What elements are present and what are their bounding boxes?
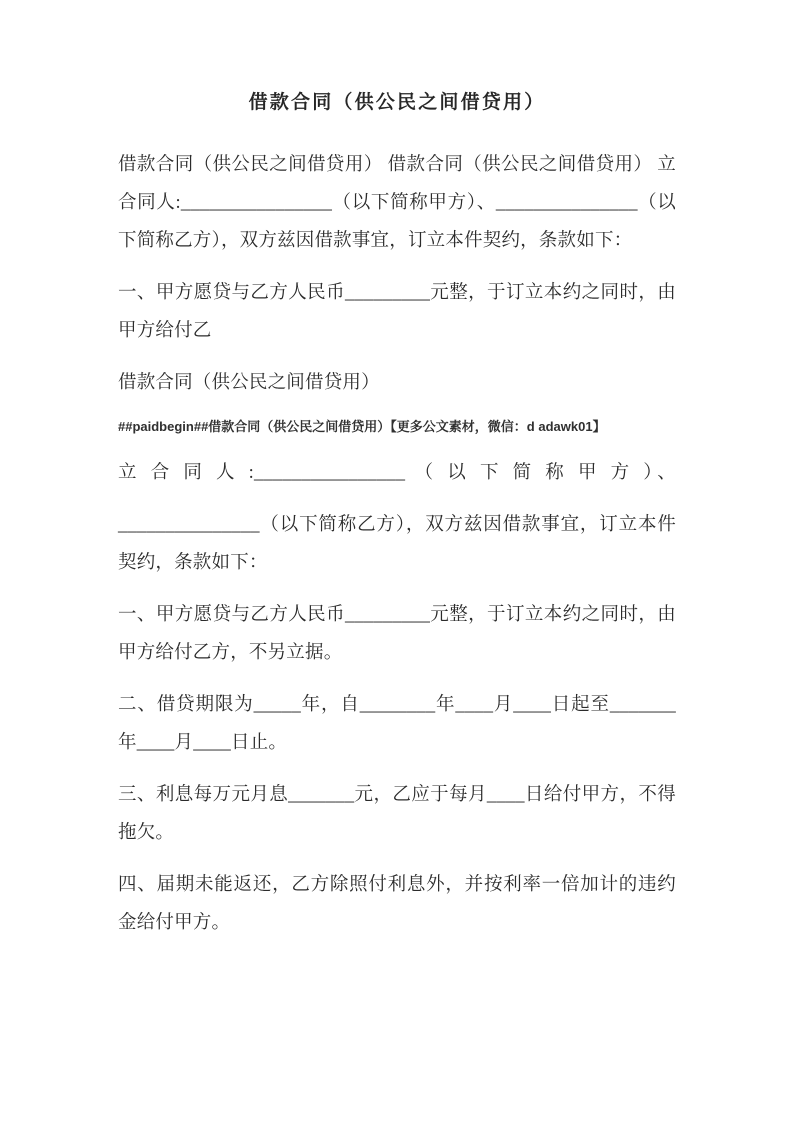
paragraph-clause-2: 二、借贷期限为_____年，自________年____月____日起至_______年____月____日止。 [118, 695, 676, 753]
paragraph-clause-3: 三、利息每万元月息_______元，乙应于每月____日给付甲方，不得拖欠。 [118, 785, 676, 843]
document-content [118, 88, 676, 942]
paragraph-clause-1: 一、甲方愿贷与乙方人民币_________元整，于订立本约之同时，由甲方给付乙方，不另立据。 [118, 605, 676, 663]
paragraph-parties-line-b: _______________（以下简称乙方），双方兹因借款事宜，订立本件契约，条款如下： [118, 515, 676, 573]
paragraph-intro-repeat: 借款合同（供公民之间借贷用） 借款合同（供公民之间借贷用） 立合同人:________________（以下简称甲方）、_______________（以下简称乙方），双方兹因借款事宜，订立本件契约，条款如下： [118, 155, 676, 251]
paid-begin-marker: ##paidbegin##借款合同（供公民之间借贷用）【更多公文素材，微信：d adawk01】 [118, 419, 606, 434]
paragraph-clause-1-truncated: 一、甲方愿贷与乙方人民币_________元整，于订立本约之同时，由甲方给付乙 [118, 283, 676, 341]
paragraph-clause-4: 四、届期未能返还，乙方除照付利息外，并按利率一倍加计的违约金给付甲方。 [118, 875, 676, 933]
paragraph-parties-line-a: 立 合 同 人 :________________ （ 以 下 简 称 甲 方 ）、 [118, 463, 676, 483]
paragraph-heading-repeat: 借款合同（供公民之间借贷用） [118, 373, 380, 393]
page-title: 借款合同（供公民之间借贷用） [248, 92, 546, 113]
